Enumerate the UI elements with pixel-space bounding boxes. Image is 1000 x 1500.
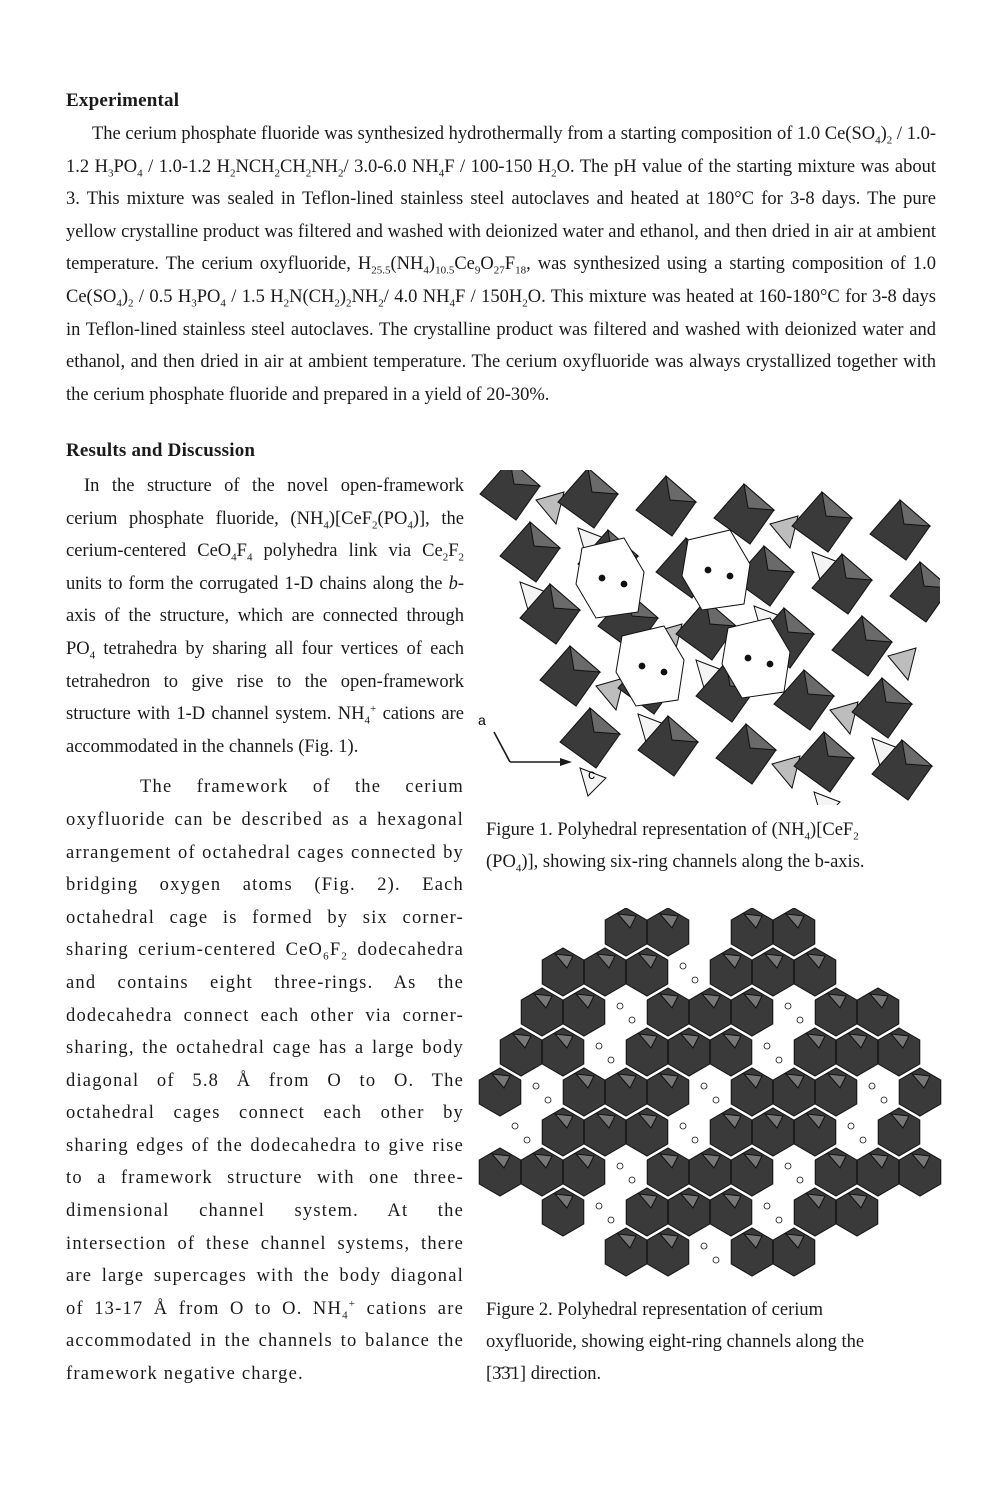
ammonium-cation xyxy=(621,581,627,587)
cation xyxy=(524,1137,530,1143)
octahedron-face xyxy=(746,724,776,750)
octahedron-face xyxy=(550,584,580,610)
octahedron-face xyxy=(822,492,852,518)
octahedron xyxy=(852,678,912,738)
ammonium-cation xyxy=(705,567,711,573)
octahedron xyxy=(870,500,930,560)
octahedron-face xyxy=(588,470,618,494)
cation xyxy=(869,1083,875,1089)
octahedron-face xyxy=(530,522,560,548)
cation xyxy=(617,1163,623,1169)
octahedron xyxy=(480,470,540,520)
cation xyxy=(860,1137,866,1143)
octahedron-face xyxy=(744,484,774,510)
cation xyxy=(680,1123,686,1129)
axis-a-label: a xyxy=(478,712,486,728)
cation xyxy=(776,1217,782,1223)
octahedron-face xyxy=(510,470,540,486)
octahedron xyxy=(832,616,892,676)
tetrahedron xyxy=(772,756,800,788)
results-heading: Results and Discussion xyxy=(66,440,256,461)
octahedron-face xyxy=(902,740,932,766)
octahedron xyxy=(794,732,854,792)
cation xyxy=(881,1097,887,1103)
cation xyxy=(533,1083,539,1089)
cation xyxy=(701,1083,707,1089)
cation xyxy=(629,1017,635,1023)
cation xyxy=(608,1057,614,1063)
ammonium-cation xyxy=(727,573,733,579)
cation xyxy=(608,1217,614,1223)
octahedron-face xyxy=(900,500,930,526)
tetrahedron xyxy=(596,678,624,710)
cation xyxy=(785,1163,791,1169)
experimental-body xyxy=(66,118,936,411)
cation xyxy=(785,1003,791,1009)
octahedron xyxy=(560,708,620,768)
results-paragraph-1: In the structure of the novel open-framework cerium phosphate fluoride, $(NH_4)[CeF_2(PO_4)]$, the cerium-centered $CeO_4F_4$ polyhedra link via $Ce_2F_2$ units to form the corrugated 1-D chains along the b-axis of the structure, which are connected through $PO_4$ tetrahedra by sharing all four vertices of each tetrahedron to give rise to the open-framework structure with 1-D channel system. $NH_4^+$ cations are accommodated in the channels (Fig. 1). xyxy=(66,476,464,757)
cation xyxy=(713,1257,719,1263)
tetrahedron xyxy=(814,792,840,805)
cation xyxy=(692,977,698,983)
octahedron-face xyxy=(862,616,892,642)
ammonium-cation xyxy=(661,669,667,675)
figure-1-axes xyxy=(494,732,572,766)
octahedron-face xyxy=(842,554,872,580)
figure-2-caption: Figure 2. Polyhedral representation of cerium oxyfluoride, showing eight-ring channels along the [3̄3̄1] direction. xyxy=(486,1300,865,1384)
tetrahedron xyxy=(770,516,798,548)
results-body xyxy=(66,470,464,1391)
axis-c-label: c xyxy=(588,766,595,782)
channel xyxy=(576,538,644,618)
octahedron xyxy=(792,492,852,552)
octahedron xyxy=(636,476,696,536)
cation xyxy=(617,1003,623,1009)
cation xyxy=(692,1137,698,1143)
cation xyxy=(701,1243,707,1249)
experimental-heading: Experimental xyxy=(66,90,180,111)
octahedron-face xyxy=(784,608,814,634)
cation xyxy=(680,963,686,969)
cation xyxy=(713,1097,719,1103)
cation xyxy=(797,1017,803,1023)
octahedron-face xyxy=(668,716,698,742)
cation xyxy=(764,1043,770,1049)
cation xyxy=(776,1057,782,1063)
octahedron xyxy=(716,724,776,784)
ammonium-cation xyxy=(767,661,773,667)
octahedron-face xyxy=(666,476,696,502)
figure-1 xyxy=(470,470,940,805)
octahedron-face xyxy=(764,546,794,572)
cation xyxy=(764,1203,770,1209)
tetrahedron xyxy=(888,648,916,680)
octahedron xyxy=(500,522,560,582)
experimental-paragraph: The cerium phosphate fluoride was synthesized hydrothermally from a starting composition of 1.0 $Ce(SO_4)_2 / 1.0-1.2$ $H_3PO_4 / 1.0-1.2$ $H_2NCH_2CH_2NH_2/$ 3.0-6.0 $NH_4F / 100-150$ $H_2O$. The pH value of the starting mixture was about 3. This mixture was sealed in Teflon-lined stainless steel autoclaves and heated at 180°C for 3-8 days. The pure yellow crystalline product was filtered and washed with deionized water and ethanol, and then dried in air at ambient temperature. The cerium oxyfluoride, $H_{25.5}(NH_4)_{10.5}Ce_9O_{27}F_{18}$, was synthesized using a starting composition of 1.0 $Ce(SO_4)_2 / 0.5$ $H_3PO_4 / 1.5$ $H_2N(CH_2)_2NH_2/$ 4.0 $NH_4F / 150H_2O$. This mixture was heated at 160-180°C for 3-8 days in Teflon-lined stainless steel autoclaves. The crystalline product was filtered and washed with deionized water and ethanol, and then dried in air at ambient temperature. The cerium oxyfluoride was always crystallized together with the cerium phosphate fluoride and prepared in a yield of 20-30%. xyxy=(66,124,936,405)
octahedron xyxy=(558,470,618,528)
tetrahedron xyxy=(830,702,858,734)
octahedron-face xyxy=(804,670,834,696)
cation xyxy=(629,1177,635,1183)
octahedron-face xyxy=(570,646,600,672)
cation xyxy=(545,1097,551,1103)
cation xyxy=(596,1203,602,1209)
ammonium-cation xyxy=(599,575,605,581)
ammonium-cation xyxy=(745,655,751,661)
octahedron xyxy=(540,646,600,706)
figure-1-caption: Figure 1. Polyhedral representation of $(NH_4)[CeF_2$ $(PO_4)$], showing six-ring channels along the b-axis. xyxy=(486,820,865,875)
figure-2-polyhedra xyxy=(479,908,941,1276)
cation xyxy=(797,1177,803,1183)
octahedron-face xyxy=(824,732,854,758)
octahedron xyxy=(890,562,940,622)
results-paragraph-2: The framework of the cerium oxyfluoride can be described as a hexagonal arrangement of octahedral cages connected by bridging oxygen atoms (Fig. 2). Each octahedral cage is formed by six corner-sharing cerium-centered $CeO_6F_2$ dodecahedra and contains eight three-rings. As the dodecahedra connect each other via corner-sharing, the octahedral cage has a large body diagonal of 5.8 Å from O to O. The octahedral cages connect each other by sharing edges of the dodecahedra to give rise to a framework structure with one three-dimensional channel system. At the intersection of these channel systems, there are large supercages with the body diagonal of 13-17 Å from O to O. $NH_4^+$ cations are accommodated in the channels to balance the framework negative charge. xyxy=(66,777,464,1385)
cation xyxy=(848,1123,854,1129)
figure-1-polyhedra xyxy=(480,470,940,805)
tetrahedron xyxy=(536,492,564,524)
figure-2 xyxy=(470,908,950,1278)
ammonium-cation xyxy=(639,663,645,669)
cation xyxy=(512,1123,518,1129)
octahedron-face xyxy=(590,708,620,734)
cation xyxy=(596,1043,602,1049)
octahedron-face xyxy=(882,678,912,704)
